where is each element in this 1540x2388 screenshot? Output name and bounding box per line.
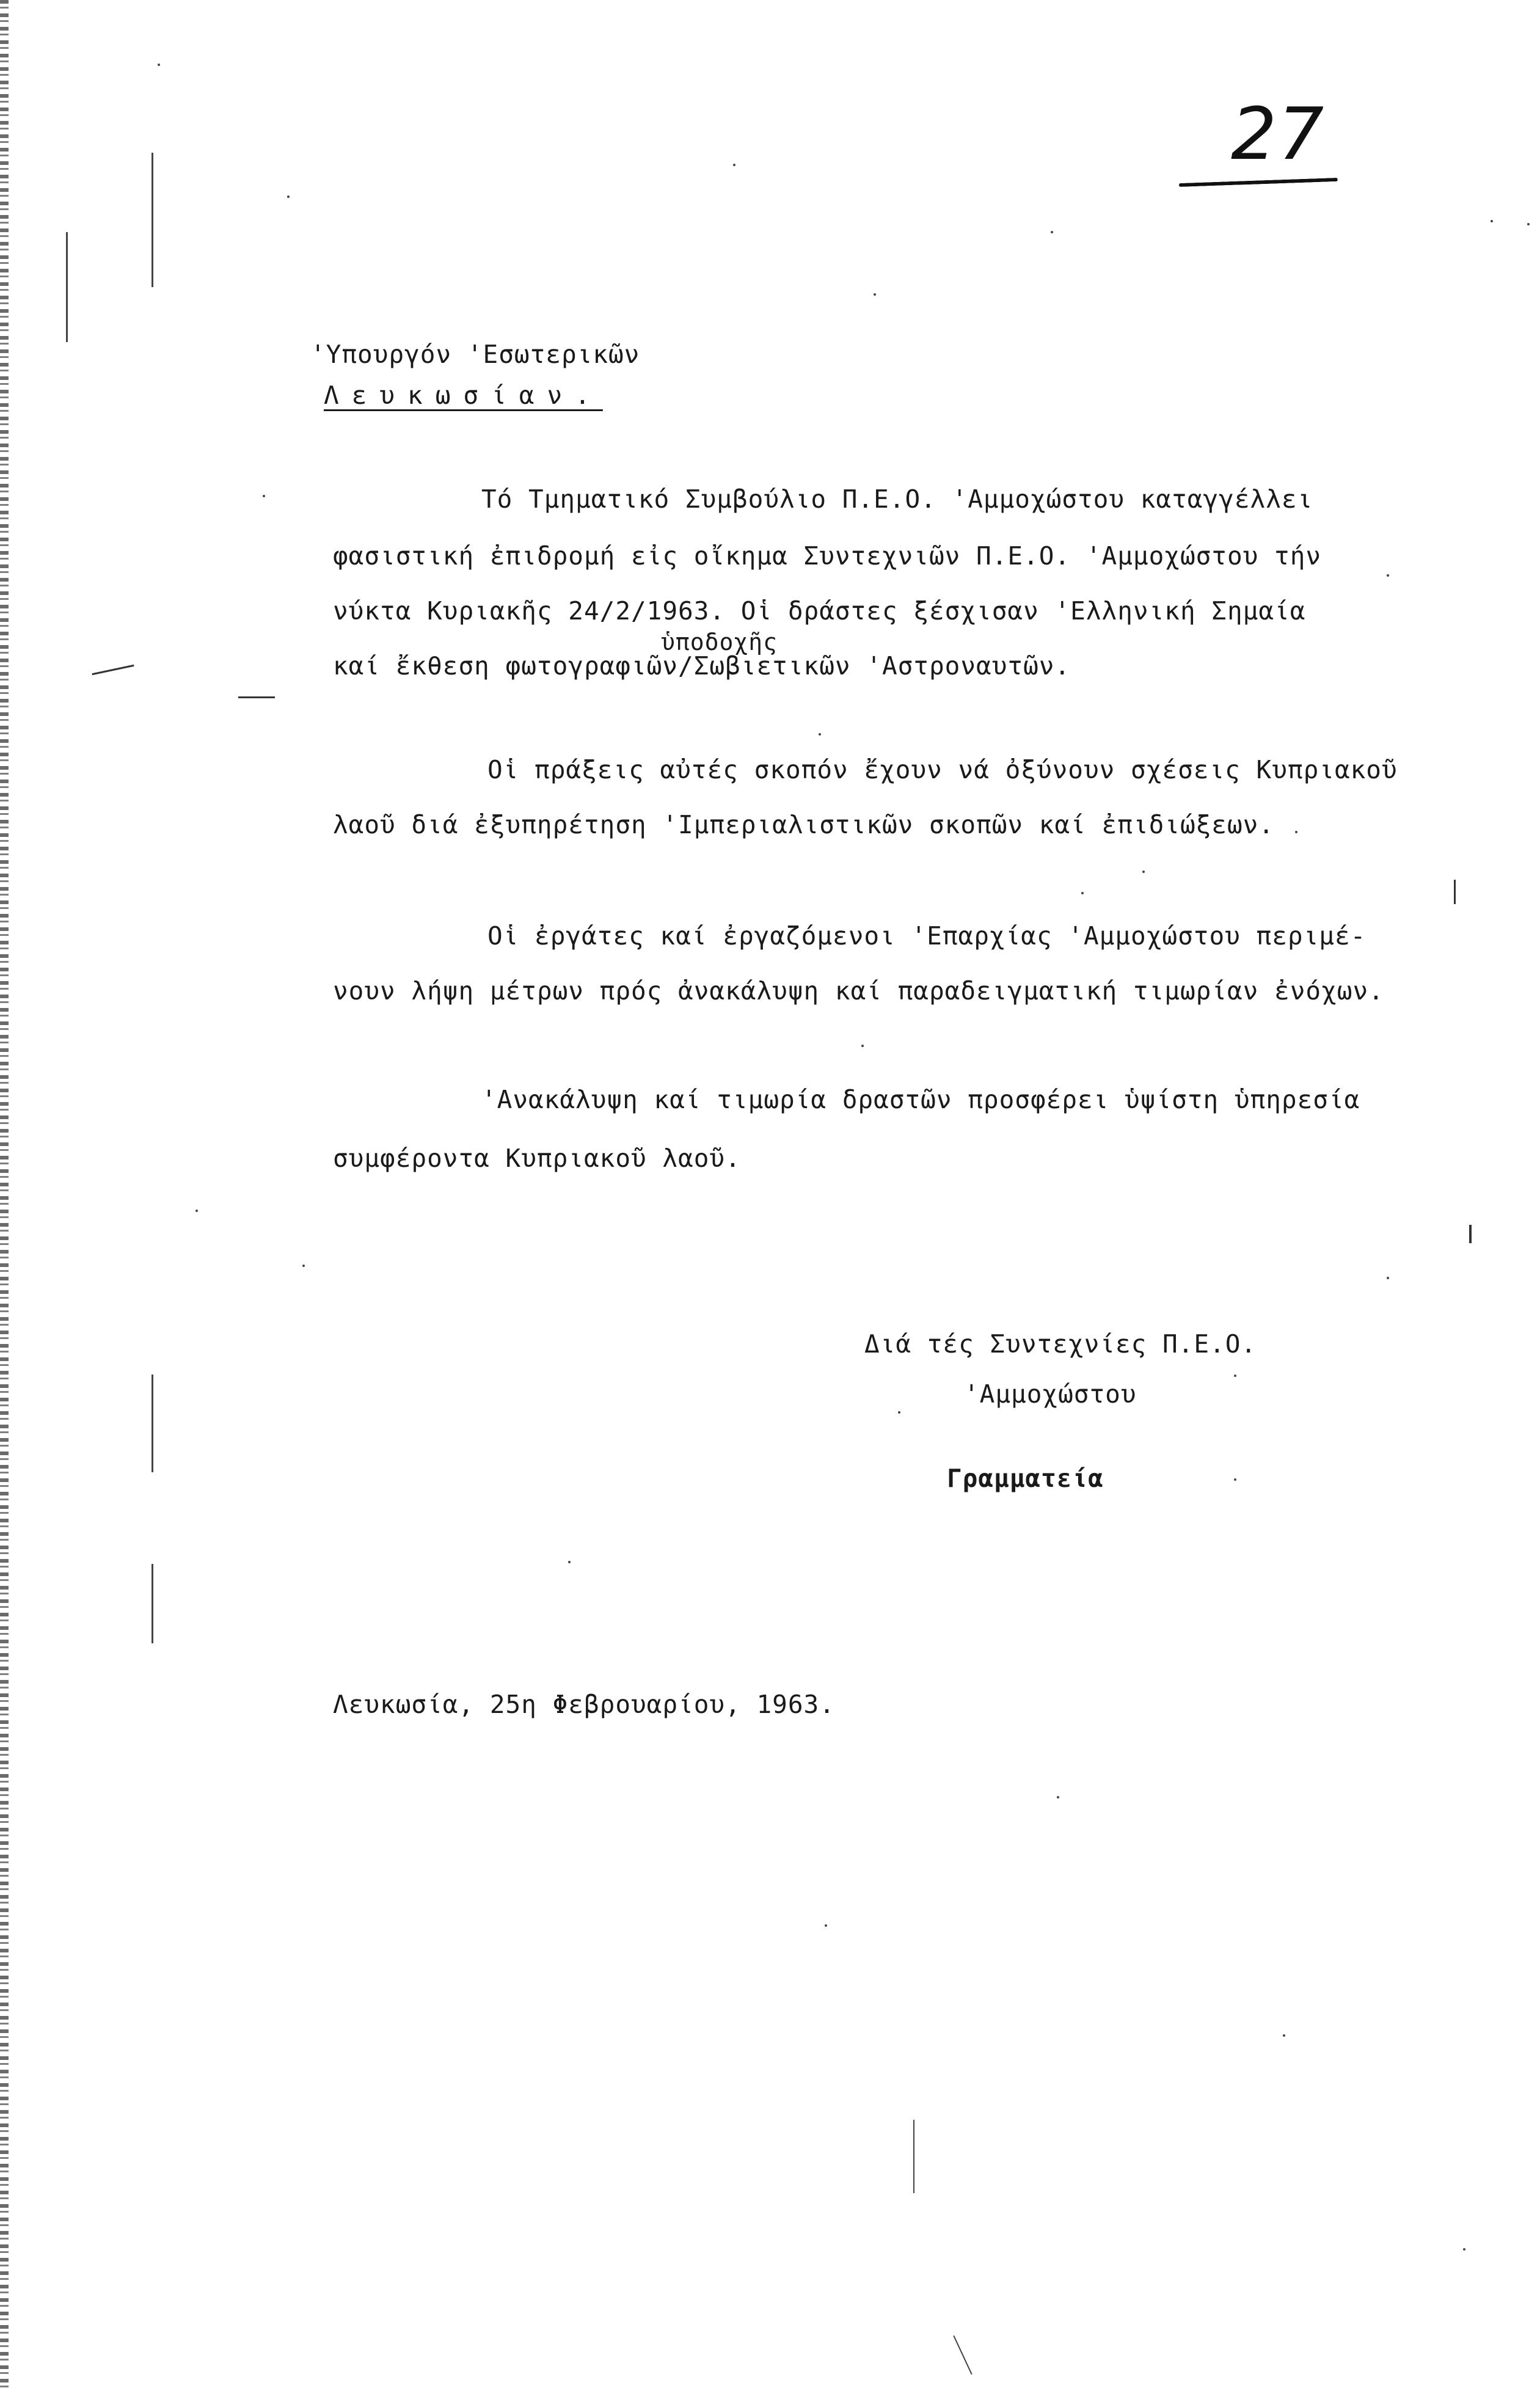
scan-margin-mark bbox=[151, 153, 153, 287]
paragraph-4-line-1: 'Ανακάλυψη καί τιμωρία δραστῶν προσφέρει ὑψίστη ὑπηρεσία bbox=[481, 1085, 1360, 1114]
date-line: Λευκωσία, 25η Φεβρουαρίου, 1963. bbox=[333, 1690, 835, 1719]
scan-speck bbox=[287, 195, 290, 198]
scan-speck bbox=[1081, 892, 1084, 894]
scan-speck bbox=[819, 733, 821, 736]
scan-speck bbox=[1234, 1375, 1236, 1377]
scan-margin-mark bbox=[151, 1375, 153, 1472]
scan-edge-border bbox=[0, 0, 9, 2388]
scan-speck bbox=[1491, 220, 1493, 222]
signature-line-1: Διά τές Συντεχνίες Π.Ε.Ο. bbox=[864, 1329, 1257, 1359]
scan-speck bbox=[898, 1411, 900, 1414]
paragraph-2-line-2: λαοῦ διά ἐξυπηρέτηση 'Ιμπεριαλιστικῶν σκοπῶν καί ἐπιδιώξεων. bbox=[333, 810, 1275, 839]
paragraph-1-insertion: ὑποδοχῆς bbox=[661, 629, 778, 655]
paragraph-2-line-1: Οἱ πράξεις αὐτές σκοπόν ἔχουν νά ὀξύνουν σχέσεις Κυπριακοῦ bbox=[487, 755, 1398, 784]
scan-margin-mark bbox=[1454, 880, 1456, 904]
scan-speck bbox=[195, 1210, 198, 1212]
scan-speck bbox=[1387, 574, 1389, 577]
recipient-line-2: Λευκωσίαν. bbox=[324, 381, 603, 410]
scan-speck bbox=[825, 1924, 827, 1927]
scan-speck bbox=[733, 164, 735, 166]
scan-speck-line bbox=[913, 2120, 914, 2193]
scan-speck bbox=[1463, 2248, 1465, 2251]
signature-line-2: 'Αμμοχώστου bbox=[964, 1379, 1137, 1409]
scan-speck bbox=[1527, 223, 1530, 225]
signature-line-3: Γραμματεία bbox=[947, 1464, 1104, 1493]
scan-speck bbox=[302, 1265, 305, 1267]
paragraph-1-line-2: φασιστική ἐπιδρομή εἰς οἴκημα Συντεχνιῶν Π.Ε.Ο. 'Αμμοχώστου τήν bbox=[333, 541, 1322, 571]
paragraph-3-line-2: νουν λήψη μέτρων πρός ἀνακάλυψη καί παραδειγματική τιμωρίαν ἐνόχων. bbox=[333, 976, 1384, 1006]
scan-speck bbox=[158, 64, 160, 66]
scan-margin-mark bbox=[1469, 1225, 1472, 1243]
paragraph-1-line-3: νύκτα Κυριακῆς 24/2/1963. Οἱ δράστες ξέσχισαν 'Ελληνική Σημαία bbox=[333, 596, 1306, 626]
scan-margin-dash bbox=[238, 696, 275, 698]
scan-margin-mark bbox=[66, 232, 68, 342]
recipient-line-1: 'Υπουργόν 'Εσωτερικῶν bbox=[310, 340, 640, 369]
scan-speck bbox=[1142, 871, 1145, 873]
scan-speck bbox=[1057, 1796, 1059, 1798]
handwritten-page-number: 27 bbox=[1231, 92, 1326, 176]
scan-speck bbox=[874, 293, 876, 296]
scan-speck bbox=[1051, 231, 1053, 233]
paragraph-1-line-4: καί ἔκθεση φωτογραφιῶν/Σωβιετικῶν 'Αστροναυτῶν. bbox=[333, 651, 1071, 681]
paragraph-1-line-1: Τό Τμηματικό Συμβούλιο Π.Ε.Ο. 'Αμμοχώστου καταγγέλλει bbox=[481, 484, 1313, 514]
scan-speck bbox=[1295, 831, 1297, 833]
scan-speck bbox=[568, 1561, 571, 1563]
paragraph-4-line-2: συμφέροντα Κυπριακοῦ λαοῦ. bbox=[333, 1144, 741, 1173]
scan-speck bbox=[1234, 1478, 1236, 1481]
scan-speck-line bbox=[953, 2335, 972, 2375]
paragraph-3-line-1: Οἱ ἐργάτες καί ἐργαζόμενοι 'Επαρχίας 'Αμμοχώστου περιμέ- bbox=[487, 921, 1367, 951]
scan-speck bbox=[1283, 2034, 1285, 2037]
scan-speck bbox=[263, 495, 265, 497]
page-number-underline bbox=[1179, 178, 1338, 187]
scan-margin-dash bbox=[92, 665, 134, 675]
scan-speck bbox=[861, 1045, 864, 1047]
scan-speck bbox=[1387, 1277, 1389, 1279]
scan-margin-mark bbox=[151, 1564, 153, 1643]
